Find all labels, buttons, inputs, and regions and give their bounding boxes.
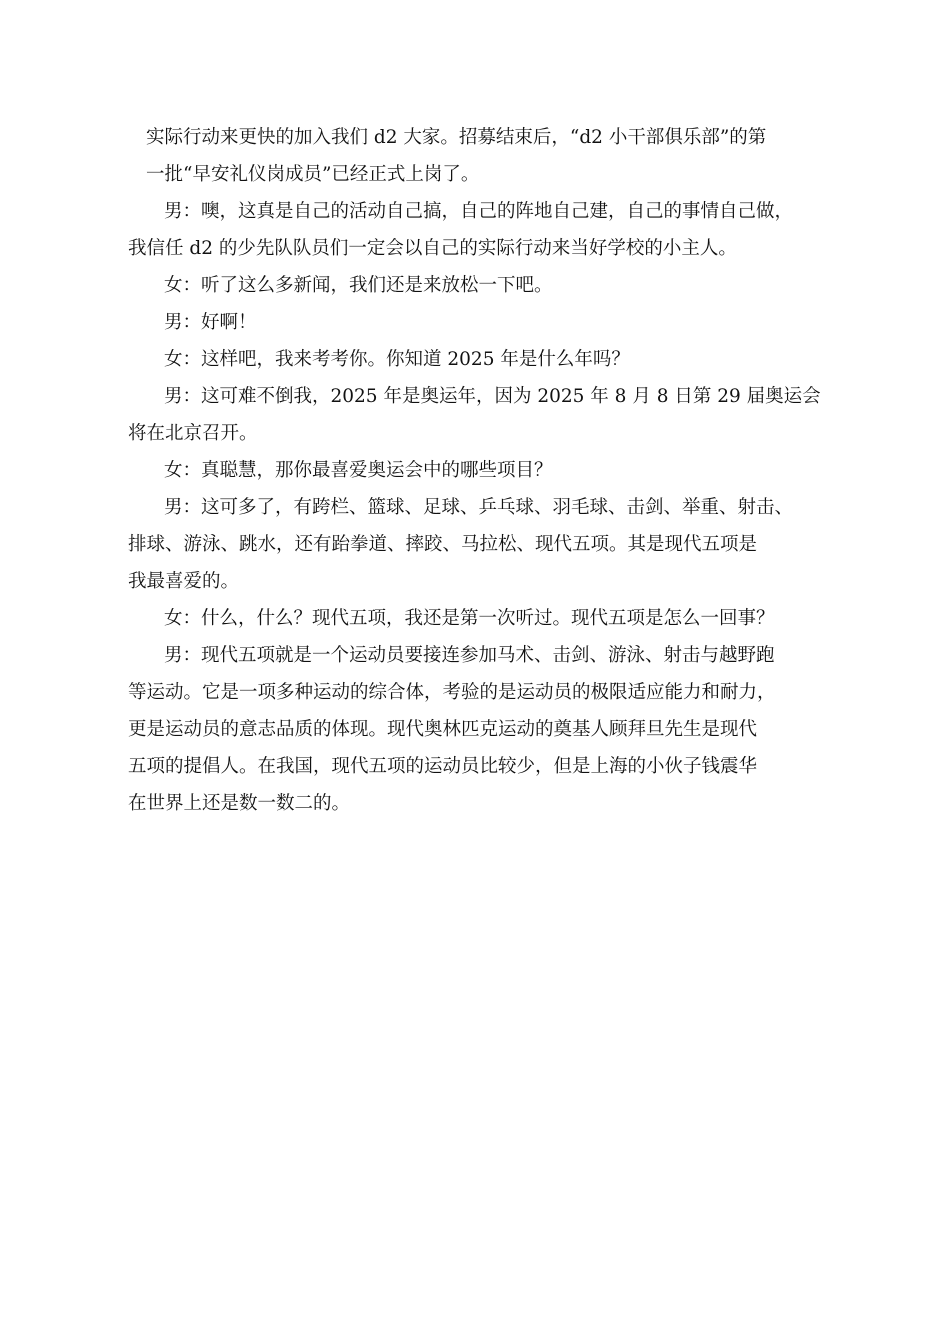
text-line: 我最喜爱的。 [128, 571, 240, 592]
text-line: 实际行动来更快的加入我们 d2 大家。招募结束后，“d2 小干部俱乐部”的第 [146, 127, 767, 148]
text-line: 五项的提倡人。在我国，现代五项的运动员比较少，但是上海的小伙子钱震华 [128, 756, 758, 777]
text-line: 我信任 d2 的少先队队员们一定会以自己的实际行动来当好学校的小主人。 [128, 238, 737, 259]
text-line: 女：这样吧，我来考考你。你知道 2025 年是什么年吗？ [164, 349, 630, 370]
dialogue-paragraph [128, 637, 811, 822]
text-line: 男：这可难不倒我，2025 年是奥运年，因为 2025 年 8 月 8 日第 29 届奥运会 [164, 386, 821, 407]
text-line: 男：现代五项就是一个运动员要接连参加马术、击剑、游泳、射击与越野跑 [164, 645, 775, 666]
dialogue-paragraph [146, 341, 811, 378]
text-line: 一批“早安礼仪岗成员”已经正式上岗了。 [146, 164, 480, 185]
text-line: 女：真聪慧，那你最喜爱奥运会中的哪些项目？ [164, 460, 553, 481]
dialogue-paragraph [128, 489, 811, 600]
paragraph-continuation [146, 119, 811, 193]
text-line: 排球、游泳、跳水，还有跆拳道、摔跤、马拉松、现代五项。其是现代五项是 [128, 534, 758, 555]
text-line: 等运动。它是一项多种运动的综合体，考验的是运动员的极限适应能力和耐力， [128, 682, 776, 703]
dialogue-paragraph [128, 378, 821, 452]
text-line: 男：噢，这真是自己的活动自己搞，自己的阵地自己建，自己的事情自己做， [164, 201, 794, 222]
dialogue-paragraph [128, 193, 811, 267]
text-line: 更是运动员的意志品质的体现。现代奥林匹克运动的奠基人顾拜旦先生是现代 [128, 719, 758, 740]
text-line: 将在北京召开。 [128, 423, 258, 444]
text-line: 男：好啊！ [164, 312, 257, 333]
document-body [128, 119, 821, 822]
text-line: 男：这可多了，有跨栏、篮球、足球、乒乓球、羽毛球、击剑、举重、射击、 [164, 497, 794, 518]
text-line: 女：听了这么多新闻，我们还是来放松一下吧。 [164, 275, 553, 296]
dialogue-paragraph [146, 452, 811, 489]
dialogue-paragraph [146, 304, 811, 341]
text-line: 女：什么，什么？现代五项，我还是第一次听过。现代五项是怎么一回事？ [164, 608, 775, 629]
text-line: 在世界上还是数一数二的。 [128, 793, 351, 814]
dialogue-paragraph [146, 600, 811, 637]
dialogue-paragraph [146, 267, 811, 304]
